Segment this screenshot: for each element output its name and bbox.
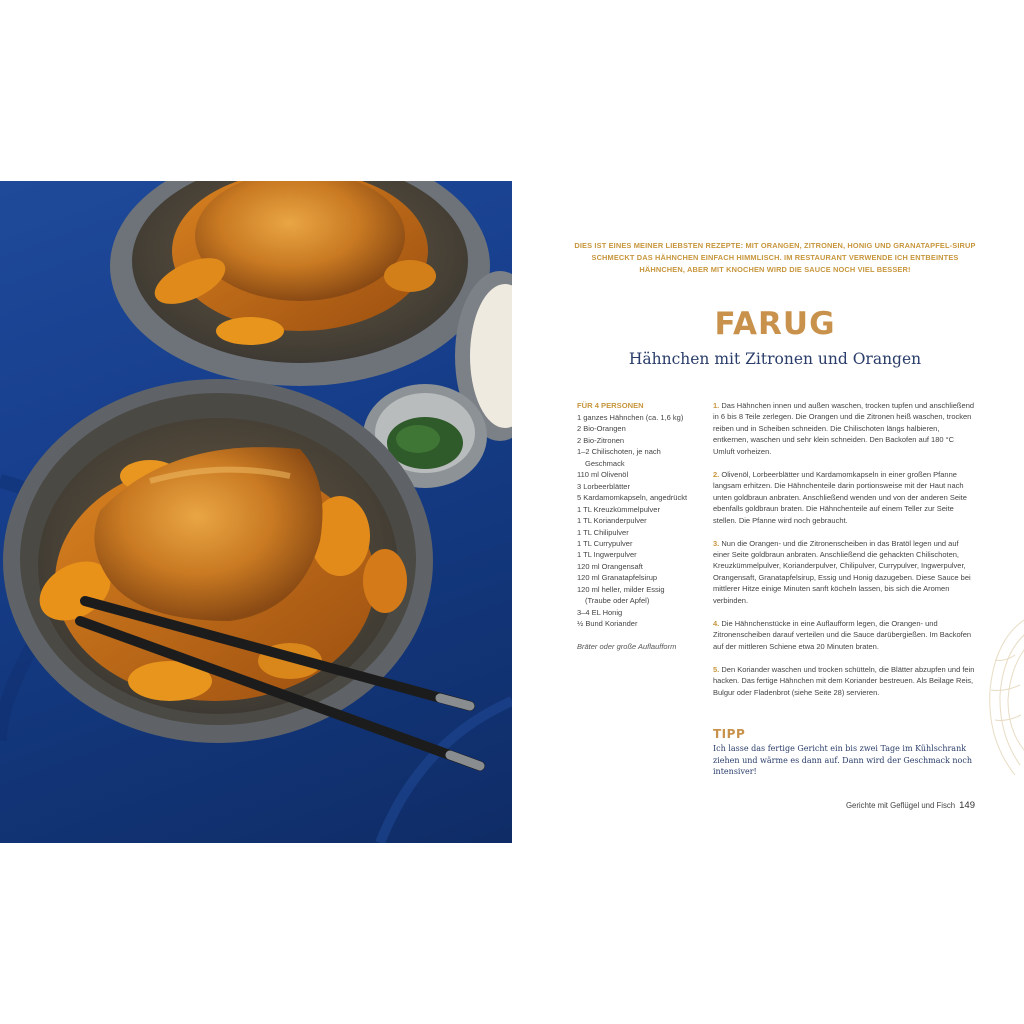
ingredient-item: 3–4 EL Honig <box>577 607 623 617</box>
ingredient-item: 1 TL Ingwerpulver <box>577 550 637 560</box>
main-bowl <box>3 379 433 743</box>
instruction-step <box>713 538 975 607</box>
ingredient-item: 120 ml Granatapfelsirup <box>577 573 658 583</box>
step-text: Nun die Orangen- und die Zitronenscheiben in das Bratöl legen und auf einer Seite goldbraun anbraten. Anschließend die gehackten Chilischoten, Kreuzkümmelpulver, Korianderpulver, Chilipulver, Currypulver, Ingwerpulver, Orangensaft, Granatapfelsirup, Essig und Honig dazugeben. Diese Sauce bei mittlerer Hitze einige Minuten sanft köcheln lassen, bis sich die Aromen verbinden. <box>713 538 971 605</box>
ingredient-item: 2 Bio-Zitronen <box>577 435 625 445</box>
recipe-intro: DIES IST EINES MEINER LIEBSTEN REZEPTE: MIT ORANGEN, ZITRONEN, HONIG UND GRANATAPFEL-SIRUP SCHMECKT DAS HÄHNCHEN EINFACH HIMMLISCH. IM RESTAURANT VERWENDE ICH ENTBEINTES HÄHNCHEN, ABER MIT KNOCHEN WIRD DIE SAUCE NOCH VIEL BESSER! <box>574 241 976 274</box>
step-text: Olivenöl, Lorbeerblätter und Kardamomkapseln in einer großen Pfanne langsam erhitzen. Die Hähnchenteile darin portionsweise mit der Haut nach unten goldbraun anbraten. Anschließend wenden und von der anderen Seite ebenfalls goldbraun braten. Die Hähnchenteile auf einem Teller zur Seite stellen. Die Pfanne wird noch gebraucht. <box>713 469 967 525</box>
ingredient-item: 120 ml Orangensaft <box>577 561 643 571</box>
ingredient-item: 1–2 Chilischoten, je nach <box>577 447 661 457</box>
equipment-note: Bräter oder große Auflaufform <box>577 642 677 651</box>
page-number: 149 <box>959 800 975 811</box>
recipe-photo <box>0 181 512 843</box>
step-number: 2. <box>713 469 720 479</box>
ingredient-item: (Traube oder Apfel) <box>585 596 650 606</box>
recipe-subtitle: Hähnchen mit Zitronen und Orangen <box>628 350 922 368</box>
ingredient-item: 1 TL Kreuzkümmelpulver <box>577 504 660 514</box>
ingredient-item: 3 Lorbeerblätter <box>577 481 630 491</box>
step-number: 5. <box>713 664 720 674</box>
instruction-step <box>713 618 975 652</box>
ingredient-item: 120 ml heller, milder Essig <box>577 584 665 594</box>
ingredient-item: 1 TL Chilipulver <box>577 527 629 537</box>
ingredient-item: ½ Bund Koriander <box>577 619 638 629</box>
instruction-step <box>713 400 975 457</box>
ingredient-item: 1 ganzes Hähnchen (ca. 1,6 kg) <box>577 413 684 422</box>
ingredient-item: 2 Bio-Orangen <box>577 424 626 434</box>
ingredient-item: 5 Kardamomkapseln, angedrückt <box>577 493 688 503</box>
step-text: Das Hähnchen innen und außen waschen, trocken tupfen und anschließend in 6 bis 8 Teile zerlegen. Die Orangen und die Zitronen heiß waschen, trocken reiben und in Scheiben schneiden. Die Chilischoten längs halbieren, entkernen, waschen und sehr klein schneiden. Den Backofen auf 180 °C Umluft vorheizen. <box>713 401 975 456</box>
instructions <box>713 400 975 709</box>
recipe-title: FARUG <box>714 306 836 342</box>
step-number: 3. <box>713 538 720 548</box>
section-name: Gerichte mit Geflügel und Fisch <box>845 801 956 810</box>
step-text: Die Hähnchenstücke in eine Auflaufform legen, die Orangen- und Zitronenscheiben darauf verteilen und die Sauce darübergießen. Im Backofen auf der mittleren Schiene etwa 20 Minuten braten. <box>713 618 972 651</box>
step-number: 4. <box>713 618 720 628</box>
tip-text: Ich lasse das fertige Gericht ein bis zwei Tage im Kühlschrank ziehen und wärme es dann auf. Dann wird der Geschmack noch intensiver! <box>713 744 973 776</box>
leaf-ornament-icon <box>975 600 1024 780</box>
ingredient-item: Geschmack <box>585 458 625 468</box>
ingredient-item: 1 TL Currypulver <box>577 538 633 548</box>
ingredients-list <box>577 412 702 630</box>
page-footer <box>780 800 975 811</box>
instruction-step <box>713 664 975 698</box>
step-text: Den Koriander waschen und trocken schütteln, die Blätter abzupfen und fein hacken. Das fertige Hähnchen mit dem Koriander bestreuen. Als Beilage Reis, Bulgur oder Fladenbrot (siehe Seite 28) servieren. <box>713 664 975 697</box>
top-bowl <box>110 181 490 386</box>
dish-illustration <box>0 181 512 843</box>
ingredient-item: 110 ml Olivenöl <box>577 470 629 480</box>
instruction-step <box>713 469 975 526</box>
tip-heading: TIPP <box>713 727 746 741</box>
ingredient-item: 1 TL Korianderpulver <box>577 516 647 526</box>
step-number: 1. <box>713 401 720 410</box>
ingredients-heading: FÜR 4 PERSONEN <box>577 401 644 410</box>
